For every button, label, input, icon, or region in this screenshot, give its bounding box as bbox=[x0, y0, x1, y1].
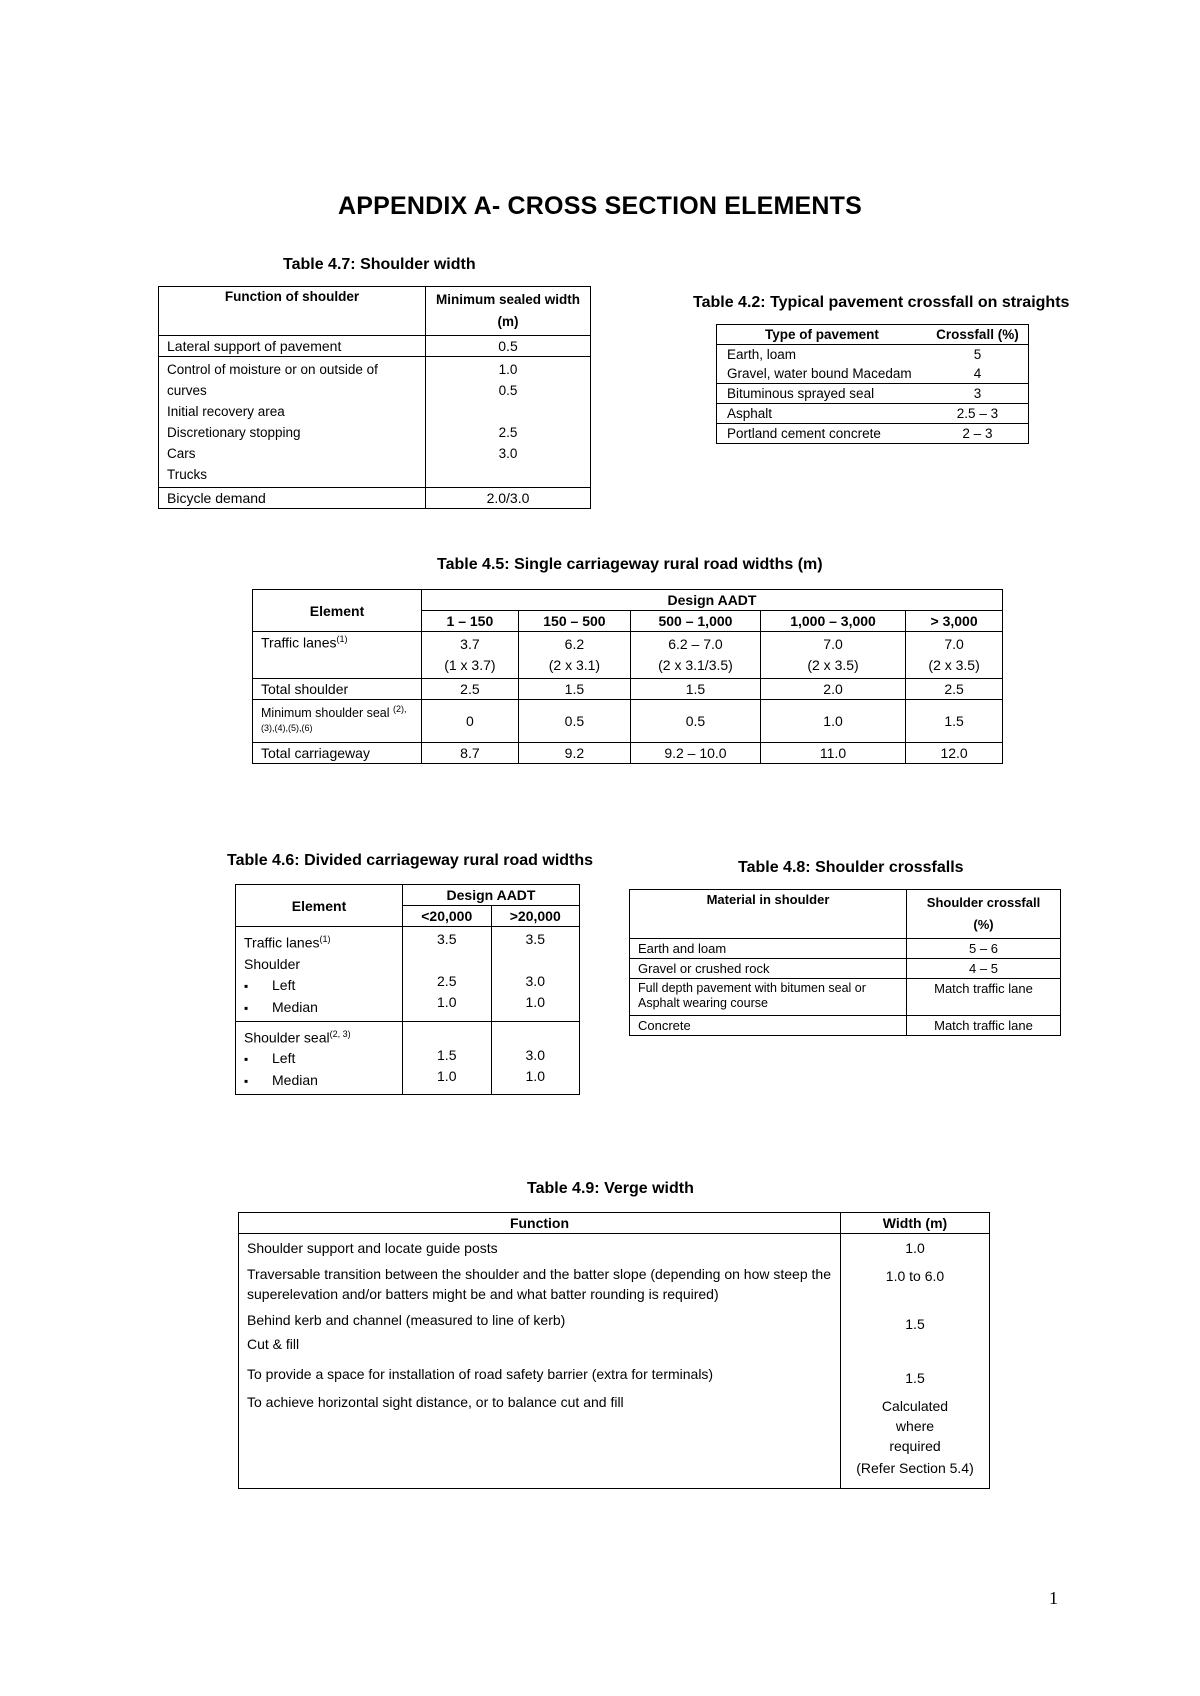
table-cell: Total carriageway bbox=[253, 743, 422, 764]
table-cell bbox=[253, 632, 422, 679]
table-header: Function of shoulder bbox=[159, 287, 426, 336]
table-cell bbox=[491, 927, 580, 1022]
cell-value: 3.5 bbox=[525, 931, 545, 947]
table-cell bbox=[491, 1021, 580, 1095]
table-cell: 1.0 bbox=[760, 700, 905, 743]
table-row bbox=[717, 364, 1029, 384]
table-cell: 1.5 bbox=[906, 700, 1003, 743]
row-value: 0.5 bbox=[498, 383, 518, 398]
row-label: Trucks bbox=[167, 467, 207, 482]
row-value: Calculated where required bbox=[881, 1398, 949, 1454]
table-4-7 bbox=[158, 286, 591, 509]
cell-value: 3.0 bbox=[525, 973, 545, 989]
row-label: Minimum shoulder seal bbox=[261, 706, 390, 721]
table-cell: Concrete bbox=[630, 1016, 907, 1036]
table-row bbox=[159, 336, 591, 357]
table-cell: 2.0 bbox=[760, 679, 905, 700]
table-cell: Earth and loam bbox=[630, 939, 907, 959]
table-cell: Asphalt bbox=[717, 404, 927, 424]
table-row bbox=[630, 1016, 1061, 1036]
table-row bbox=[630, 979, 1061, 1016]
spacer bbox=[500, 1024, 572, 1045]
table-cell: Match traffic lane bbox=[907, 979, 1061, 1016]
table-cell bbox=[426, 357, 591, 488]
spacer bbox=[500, 950, 572, 971]
column-header: 1 – 150 bbox=[422, 611, 519, 632]
table-row bbox=[253, 632, 1003, 679]
table-4-6-caption: Table 4.6: Divided carriageway rural road widths bbox=[227, 852, 594, 869]
column-header: 500 – 1,000 bbox=[631, 611, 761, 632]
footnote-ref: (2, 3) bbox=[329, 1028, 351, 1039]
table-row bbox=[253, 679, 1003, 700]
table-cell: 5 – 6 bbox=[907, 939, 1061, 959]
table-cell bbox=[906, 632, 1003, 679]
table-header: Shoulder crossfall (%) bbox=[907, 890, 1061, 939]
row-value: 1.0 to 6.0 bbox=[885, 1268, 945, 1284]
table-cell bbox=[760, 632, 905, 679]
bullet-item: ▪ Median bbox=[244, 1070, 394, 1092]
table-cell bbox=[236, 1021, 403, 1095]
cell-value: 7.0 bbox=[823, 636, 843, 652]
table-cell bbox=[422, 632, 519, 679]
page-number: 1 bbox=[1049, 1588, 1058, 1608]
table-cell: Lateral support of pavement bbox=[159, 336, 426, 357]
table-cell: Gravel or crushed rock bbox=[630, 959, 907, 979]
table-header: Minimum sealed width (m) bbox=[426, 287, 591, 336]
spacer bbox=[411, 950, 483, 971]
table-cell: Full depth pavement with bitumen seal or Asphalt wearing course bbox=[630, 979, 907, 1016]
cell-value: 6.2 bbox=[564, 636, 585, 652]
table-4-9-caption: Table 4.9: Verge width bbox=[527, 1180, 694, 1197]
label-text: Traffic lanes bbox=[244, 934, 320, 951]
table-cell bbox=[239, 1234, 841, 1489]
row-label: Behind kerb and channel (measured to line of kerb) bbox=[247, 1312, 566, 1328]
table-cell bbox=[159, 357, 426, 488]
table-header: Crossfall (%) bbox=[927, 325, 1029, 345]
row-value: 1.5 bbox=[905, 1370, 925, 1386]
table-4-5-caption: Table 4.5: Single carriageway rural road widths (m) bbox=[437, 556, 823, 573]
table-cell: 2.0/3.0 bbox=[426, 488, 591, 509]
column-header: > 3,000 bbox=[906, 611, 1003, 632]
table-cell: 1.5 bbox=[518, 679, 630, 700]
cell-value: 1.5 bbox=[437, 1046, 457, 1063]
cell-value: 3.7 bbox=[460, 636, 480, 652]
footnote-ref: (1) bbox=[336, 634, 348, 644]
table-header: Element bbox=[236, 885, 403, 927]
table-cell: Match traffic lane bbox=[907, 1016, 1061, 1036]
table-cell: 0.5 bbox=[426, 336, 591, 357]
table-cell: Bituminous sprayed seal bbox=[717, 384, 927, 404]
table-cell: 0.5 bbox=[518, 700, 630, 743]
cell-value: 1.0 bbox=[437, 1067, 457, 1084]
table-row bbox=[253, 743, 1003, 764]
table-row bbox=[630, 959, 1061, 979]
table-4-7-caption: Table 4.7: Shoulder width bbox=[283, 256, 476, 273]
table-4-9 bbox=[238, 1212, 990, 1489]
table-header: Function bbox=[239, 1213, 841, 1234]
row-value: 2.5 bbox=[498, 425, 518, 440]
table-header: Width (m) bbox=[841, 1213, 990, 1234]
cell-subvalue: (1 x 3.7) bbox=[444, 657, 496, 673]
table-cell: Earth, loam bbox=[727, 347, 797, 362]
table-cell: 0.5 bbox=[631, 700, 761, 743]
page-title: APPENDIX A- CROSS SECTION ELEMENTS bbox=[338, 192, 862, 220]
table-row bbox=[239, 1234, 990, 1489]
table-cell bbox=[253, 700, 422, 743]
bullet-item: ▪ Left bbox=[244, 975, 394, 997]
table-cell: 5 bbox=[973, 347, 982, 362]
table-4-2 bbox=[716, 324, 1029, 444]
cell-value: 1.0 bbox=[525, 1067, 545, 1084]
table-cell: 9.2 bbox=[518, 743, 630, 764]
table-row bbox=[717, 424, 1029, 444]
table-row bbox=[630, 939, 1061, 959]
table-cell: 0 bbox=[422, 700, 519, 743]
table-cell bbox=[518, 632, 630, 679]
row-value: 1.0 bbox=[498, 362, 518, 377]
table-cell: 3 bbox=[927, 384, 1029, 404]
table-cell bbox=[631, 632, 761, 679]
row-value: 1.0 bbox=[905, 1240, 925, 1256]
spacer bbox=[849, 1336, 981, 1360]
table-cell: Total shoulder bbox=[253, 679, 422, 700]
table-cell: 2.5 bbox=[422, 679, 519, 700]
table-cell: 8.7 bbox=[422, 743, 519, 764]
row-value: (Refer Section 5.4) bbox=[856, 1460, 974, 1476]
column-header: 150 – 500 bbox=[518, 611, 630, 632]
table-4-8-caption: Table 4.8: Shoulder crossfalls bbox=[738, 859, 964, 876]
table-4-2-caption: Table 4.2: Typical pavement crossfall on straights bbox=[693, 294, 1070, 311]
cell-value: 2.5 bbox=[437, 973, 457, 989]
table-cell: 1.5 bbox=[631, 679, 761, 700]
row-label: Cut & fill bbox=[247, 1336, 300, 1352]
row-label: Shoulder support and locate guide posts bbox=[247, 1240, 498, 1256]
cell-value: 1.0 bbox=[525, 994, 545, 1010]
row-label: Control of moisture or on outside of curves bbox=[167, 362, 378, 398]
row-label: Traversable transition between the shoulder and the batter slope (depending on how steep the superelevation and/or batters might be and what batter rounding is required) bbox=[247, 1266, 831, 1302]
table-header: Design AADT bbox=[422, 590, 1003, 611]
table-header: Type of pavement bbox=[717, 325, 927, 345]
table-header: Design AADT bbox=[403, 885, 580, 906]
spacer bbox=[411, 1024, 483, 1045]
cell-value: 6.2 – 7.0 bbox=[668, 636, 723, 652]
table-cell bbox=[403, 927, 492, 1022]
row-value bbox=[434, 401, 582, 422]
cell-subvalue: (2 x 3.1) bbox=[548, 657, 601, 673]
table-cell: Portland cement concrete bbox=[717, 424, 927, 444]
table-cell bbox=[841, 1234, 990, 1489]
table-cell: 2.5 – 3 bbox=[927, 404, 1029, 424]
cell-value: 3.5 bbox=[437, 931, 457, 947]
row-value: 1.5 bbox=[905, 1316, 925, 1332]
cell-value: 3.0 bbox=[525, 1046, 545, 1063]
row-label: To provide a space for installation of road safety barrier (extra for terminals) bbox=[247, 1366, 714, 1382]
table-cell: 12.0 bbox=[906, 743, 1003, 764]
label-text: Shoulder seal bbox=[244, 1029, 330, 1046]
column-header: 1,000 – 3,000 bbox=[760, 611, 905, 632]
row-label: Initial recovery area bbox=[167, 404, 285, 419]
footnote-ref: (1) bbox=[319, 934, 331, 944]
table-cell: Gravel, water bound Macedam bbox=[727, 366, 912, 381]
column-header: <20,000 bbox=[403, 906, 492, 927]
table-4-8 bbox=[629, 889, 1061, 1036]
table-4-6 bbox=[235, 884, 580, 1095]
table-cell: 4 – 5 bbox=[907, 959, 1061, 979]
row-label bbox=[244, 929, 394, 954]
bullet-item: ▪ Left bbox=[244, 1048, 394, 1070]
column-header: >20,000 bbox=[491, 906, 580, 927]
table-cell: 9.2 – 10.0 bbox=[631, 743, 761, 764]
bullet-item: ▪ Median bbox=[244, 997, 394, 1019]
table-row bbox=[159, 488, 591, 509]
table-4-5 bbox=[252, 589, 1003, 764]
table-row bbox=[253, 700, 1003, 743]
cell-value: 1.0 bbox=[437, 994, 457, 1010]
cell-subvalue: (2 x 3.5) bbox=[807, 657, 859, 673]
row-label: Shoulder bbox=[244, 955, 301, 972]
table-row bbox=[717, 345, 1029, 365]
cell-subvalue: (2 x 3.5) bbox=[928, 657, 980, 673]
table-cell bbox=[236, 927, 403, 1022]
table-row bbox=[717, 404, 1029, 424]
table-row bbox=[236, 1021, 580, 1095]
table-row bbox=[236, 927, 580, 1022]
row-label: Cars bbox=[167, 446, 196, 461]
row-label: To achieve horizontal sight distance, or to balance cut and fill bbox=[247, 1394, 624, 1410]
table-row bbox=[159, 357, 591, 488]
table-row bbox=[717, 384, 1029, 404]
table-cell bbox=[403, 1021, 492, 1095]
table-header: Element bbox=[253, 590, 422, 632]
table-cell: 4 bbox=[973, 366, 982, 381]
table-header: Material in shoulder bbox=[630, 890, 907, 939]
footnote-ref: (2),(3),(4),(5),(6) bbox=[261, 704, 407, 734]
cell-subvalue: (2 x 3.1/3.5) bbox=[658, 657, 733, 673]
row-value: 3.0 bbox=[498, 446, 518, 461]
table-cell: Bicycle demand bbox=[159, 488, 426, 509]
cell-value: 7.0 bbox=[944, 636, 964, 652]
table-cell: 11.0 bbox=[760, 743, 905, 764]
row-label bbox=[244, 1024, 394, 1049]
row-label: Discretionary stopping bbox=[167, 425, 301, 440]
table-cell: 2 – 3 bbox=[927, 424, 1029, 444]
row-label: Traffic lanes bbox=[261, 634, 337, 651]
table-cell: 2.5 bbox=[906, 679, 1003, 700]
